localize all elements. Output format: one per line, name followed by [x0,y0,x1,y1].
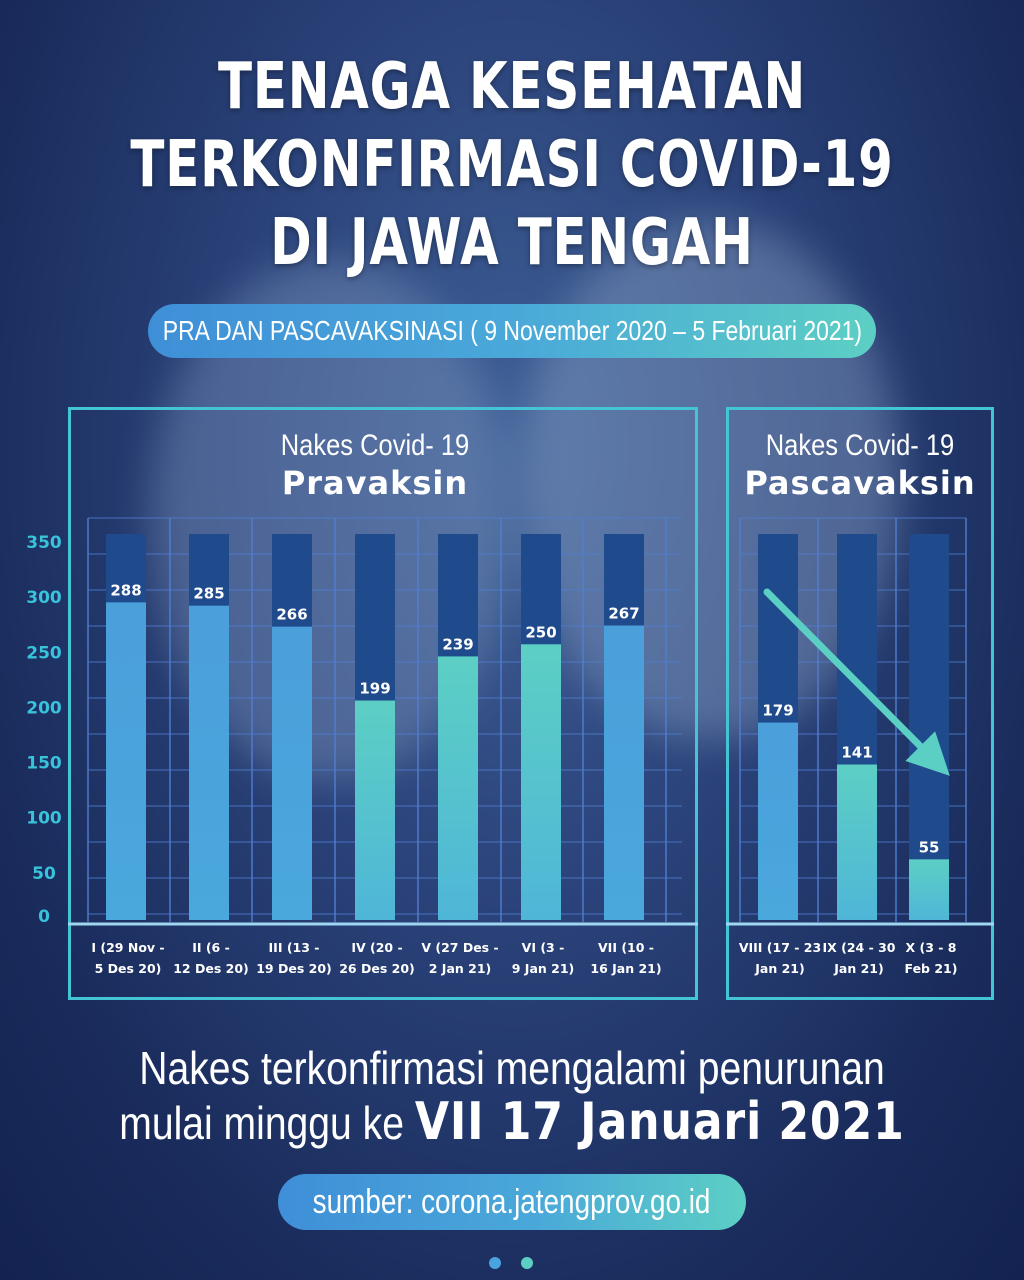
bar [189,606,229,920]
x-tick-label: 12 Des 20) [173,961,249,976]
data-label: 285 [193,584,225,603]
title-line-2: TERKONFIRMASI COVID-19 [130,128,894,202]
y-tick-label: 200 [26,698,62,719]
bar [758,723,798,920]
period-text: PRA DAN PASCAVAKSINASI ( 9 November 2020 – 5 Februari 2021) [162,315,862,346]
bar [355,701,395,920]
y-tick-label: 350 [26,533,62,553]
bar [909,859,949,920]
title-line-3: DI JAWA TENGAH [270,206,754,280]
x-tick-label: VIII (17 - 23 [738,940,822,955]
data-label: 55 [918,838,940,857]
y-tick-label: 150 [26,753,62,774]
bar [106,602,146,920]
x-tick-label: III (13 - [268,940,320,955]
x-tick-label: 26 Des 20) [339,961,415,976]
x-tick-label: Jan 21) [755,961,805,976]
data-label: 239 [442,635,474,654]
data-label: 288 [110,581,142,600]
tagline-prefix: mulai minggu ke [119,1097,415,1149]
panel-pravaksin-title: Pravaksin [281,464,469,502]
x-tick-label: VI (3 - [521,940,565,955]
source-text: sumber: corona.jatengprov.go.id [313,1182,711,1221]
y-tick-label: 300 [26,588,62,609]
data-label: 141 [841,743,873,762]
x-tick-label: IX (24 - 30 [822,940,896,955]
bar [837,764,877,920]
data-label: 199 [359,679,391,698]
x-tick-label: X (3 - 8 [905,940,957,955]
x-tick-label: 2 Jan 21) [428,961,492,976]
x-tick-label: 16 Jan 21) [590,961,662,976]
data-label: 250 [525,623,557,642]
data-label: 266 [276,605,308,624]
bar [604,626,644,920]
y-tick-label: 0 [38,907,50,927]
data-label: 179 [762,701,794,720]
data-label: 267 [608,604,640,623]
x-tick-label: II (6 - [192,940,230,955]
bar [438,656,478,920]
panel-pravaksin-sub: Nakes Covid- 19 [280,429,470,462]
y-tick-label: 250 [26,643,62,664]
bar [521,644,561,920]
tagline-highlight: VII 17 Januari 2021 [414,1092,905,1152]
x-tick-label: IV (20 - [351,940,403,955]
x-tick-label: Feb 21) [904,961,958,976]
y-tick-label: 50 [32,863,56,884]
x-tick-label: VII (10 - [598,940,654,955]
x-tick-label: 9 Jan 21) [511,961,575,976]
x-tick-label: I (29 Nov - [91,940,165,955]
panel-pascavaksin-sub: Nakes Covid- 19 [765,429,955,462]
carousel-dot-2[interactable] [521,1257,533,1269]
tagline-line-2 [77,1092,947,1153]
y-tick-label: 100 [26,808,62,829]
x-tick-label: 19 Des 20) [256,961,332,976]
tagline-line-1: Nakes terkonfirmasi mengalami penurunan [139,1042,885,1094]
x-tick-label: V (27 Des - [421,940,499,955]
panel-pascavaksin-title: Pascavaksin [744,464,976,502]
x-tick-label: Jan 21) [834,961,884,976]
x-tick-label: 5 Des 20) [94,961,162,976]
carousel-dot-1[interactable] [489,1257,501,1269]
source-pill [278,1174,746,1230]
bar [272,627,312,920]
title-line-1: TENAGA KESEHATAN [218,50,806,124]
